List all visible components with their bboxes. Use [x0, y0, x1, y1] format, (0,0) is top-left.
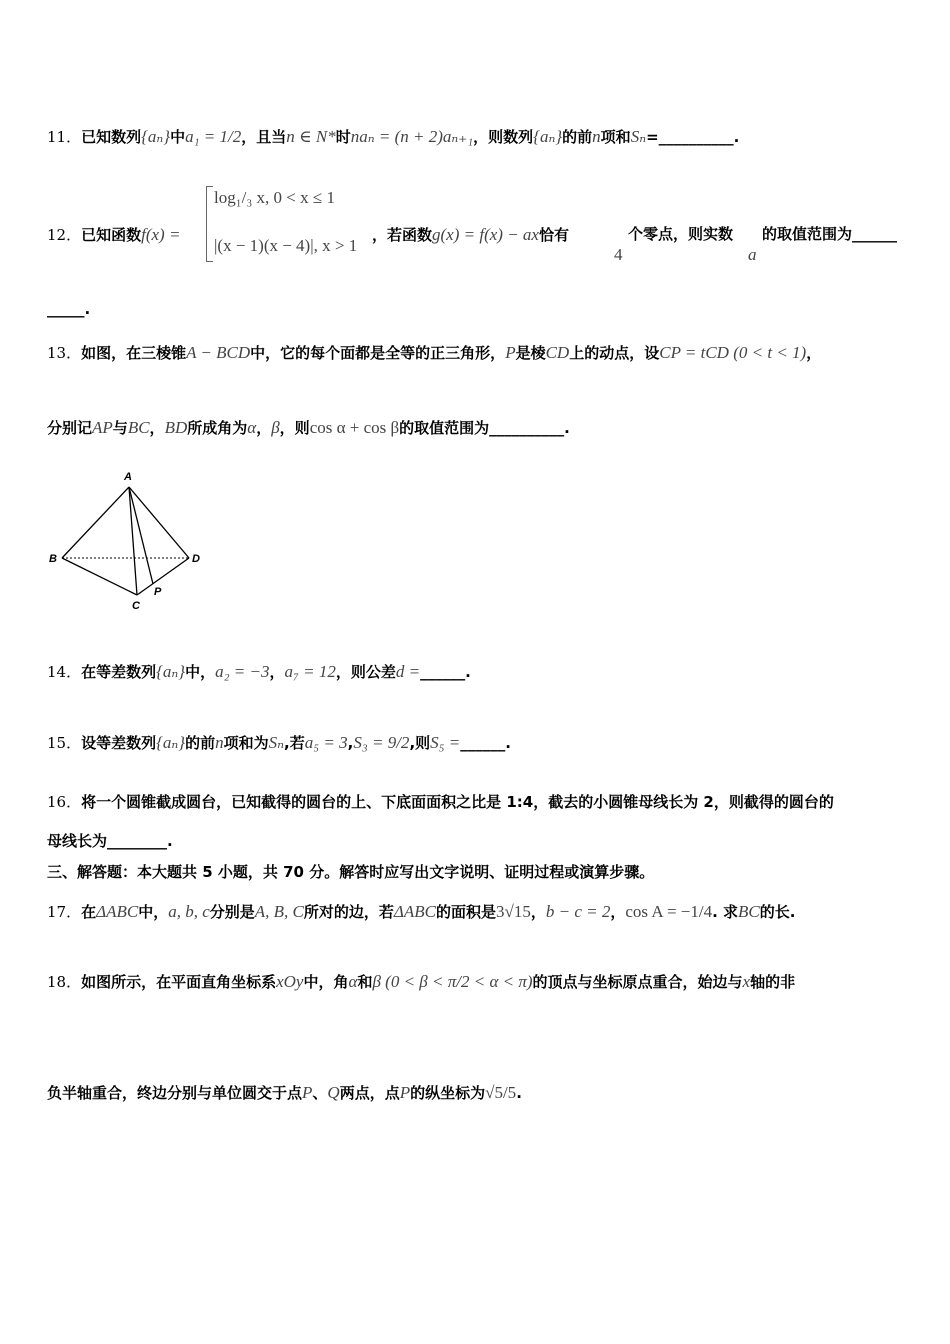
label-p: P	[154, 586, 162, 598]
edge-cd	[137, 558, 189, 595]
question-16: 16．将一个圆锥截成圆台，已知截得的圆台的上、下底面面积之比是 1:4，截去的小圆锥母线长为 2，则截得的圆台的	[47, 793, 834, 811]
question-18: 18．如图所示，在平面直角坐标系xOy中，角α和β (0 < β < π/2 < α < π)的顶点与坐标原点重合，始边与x轴的非	[47, 972, 796, 991]
question-13: 13．如图，在三棱锥A − BCD中，它的每个面都是全等的正三角形，P是棱CD上的动点，设CP = tCD (0 < t < 1)，	[47, 343, 822, 362]
piecewise-brace	[206, 186, 213, 262]
label-d: D	[192, 553, 200, 565]
pyramid-figure	[44, 467, 224, 617]
question-11: 11．已知数列{aₙ}中a₁ = 1/2，且当n ∈ N*时naₙ = (n + 2)aₙ₊₁，则数列{aₙ}的前n项和Sₙ=__________.	[47, 127, 740, 146]
label-c: C	[132, 600, 140, 612]
question-16-cont: 母线长为________.	[47, 832, 173, 850]
edge-ab	[62, 487, 129, 558]
question-12-a: a	[748, 245, 757, 264]
label-a: A	[124, 471, 132, 483]
question-12-cont3: 的取值范围为______	[762, 225, 898, 243]
question-13-cont: 分别记AP与BC，BD所成角为α，β，则cos α + cos β的取值范围为__________.	[47, 418, 570, 437]
question-12-piece-1: log₁/₃ x, 0 < x ≤ 1	[214, 188, 335, 207]
question-18-cont: 负半轴重合，终边分别与单位圆交于点P、Q两点，点P的纵坐标为√5/5.	[47, 1083, 522, 1102]
edge-bc	[62, 558, 137, 595]
label-b: B	[49, 553, 57, 565]
question-12-answer-line: _____.	[47, 300, 91, 318]
question-12: 12．已知函数f(x) =	[47, 225, 181, 244]
question-17: 17．在ΔABC中，a, b, c分别是A, B, C所对的边，若ΔABC的面积是3√15，b − c = 2，cos A = −1/4. 求BC的长.	[47, 902, 796, 921]
question-12-piece-2: |(x − 1)(x − 4)|, x > 1	[214, 236, 358, 255]
question-12-cont2: 个零点，则实数	[628, 225, 734, 243]
question-15: 15．设等差数列{aₙ}的前n项和为Sₙ,若a₅ = 3,S₃ = 9/2,则S₅ =______.	[47, 733, 511, 752]
question-12-cont: ，若函数g(x) = f(x) − ax恰有	[372, 225, 569, 244]
question-14: 14．在等差数列{aₙ}中，a₂ = −3，a₇ = 12，则公差d =______.	[47, 662, 471, 681]
section-3-heading: 三、解答题：本大题共 5 小题，共 70 分。解答时应写出文字说明、证明过程或演算步骤。	[47, 863, 655, 881]
question-12-four: 4	[614, 245, 623, 264]
